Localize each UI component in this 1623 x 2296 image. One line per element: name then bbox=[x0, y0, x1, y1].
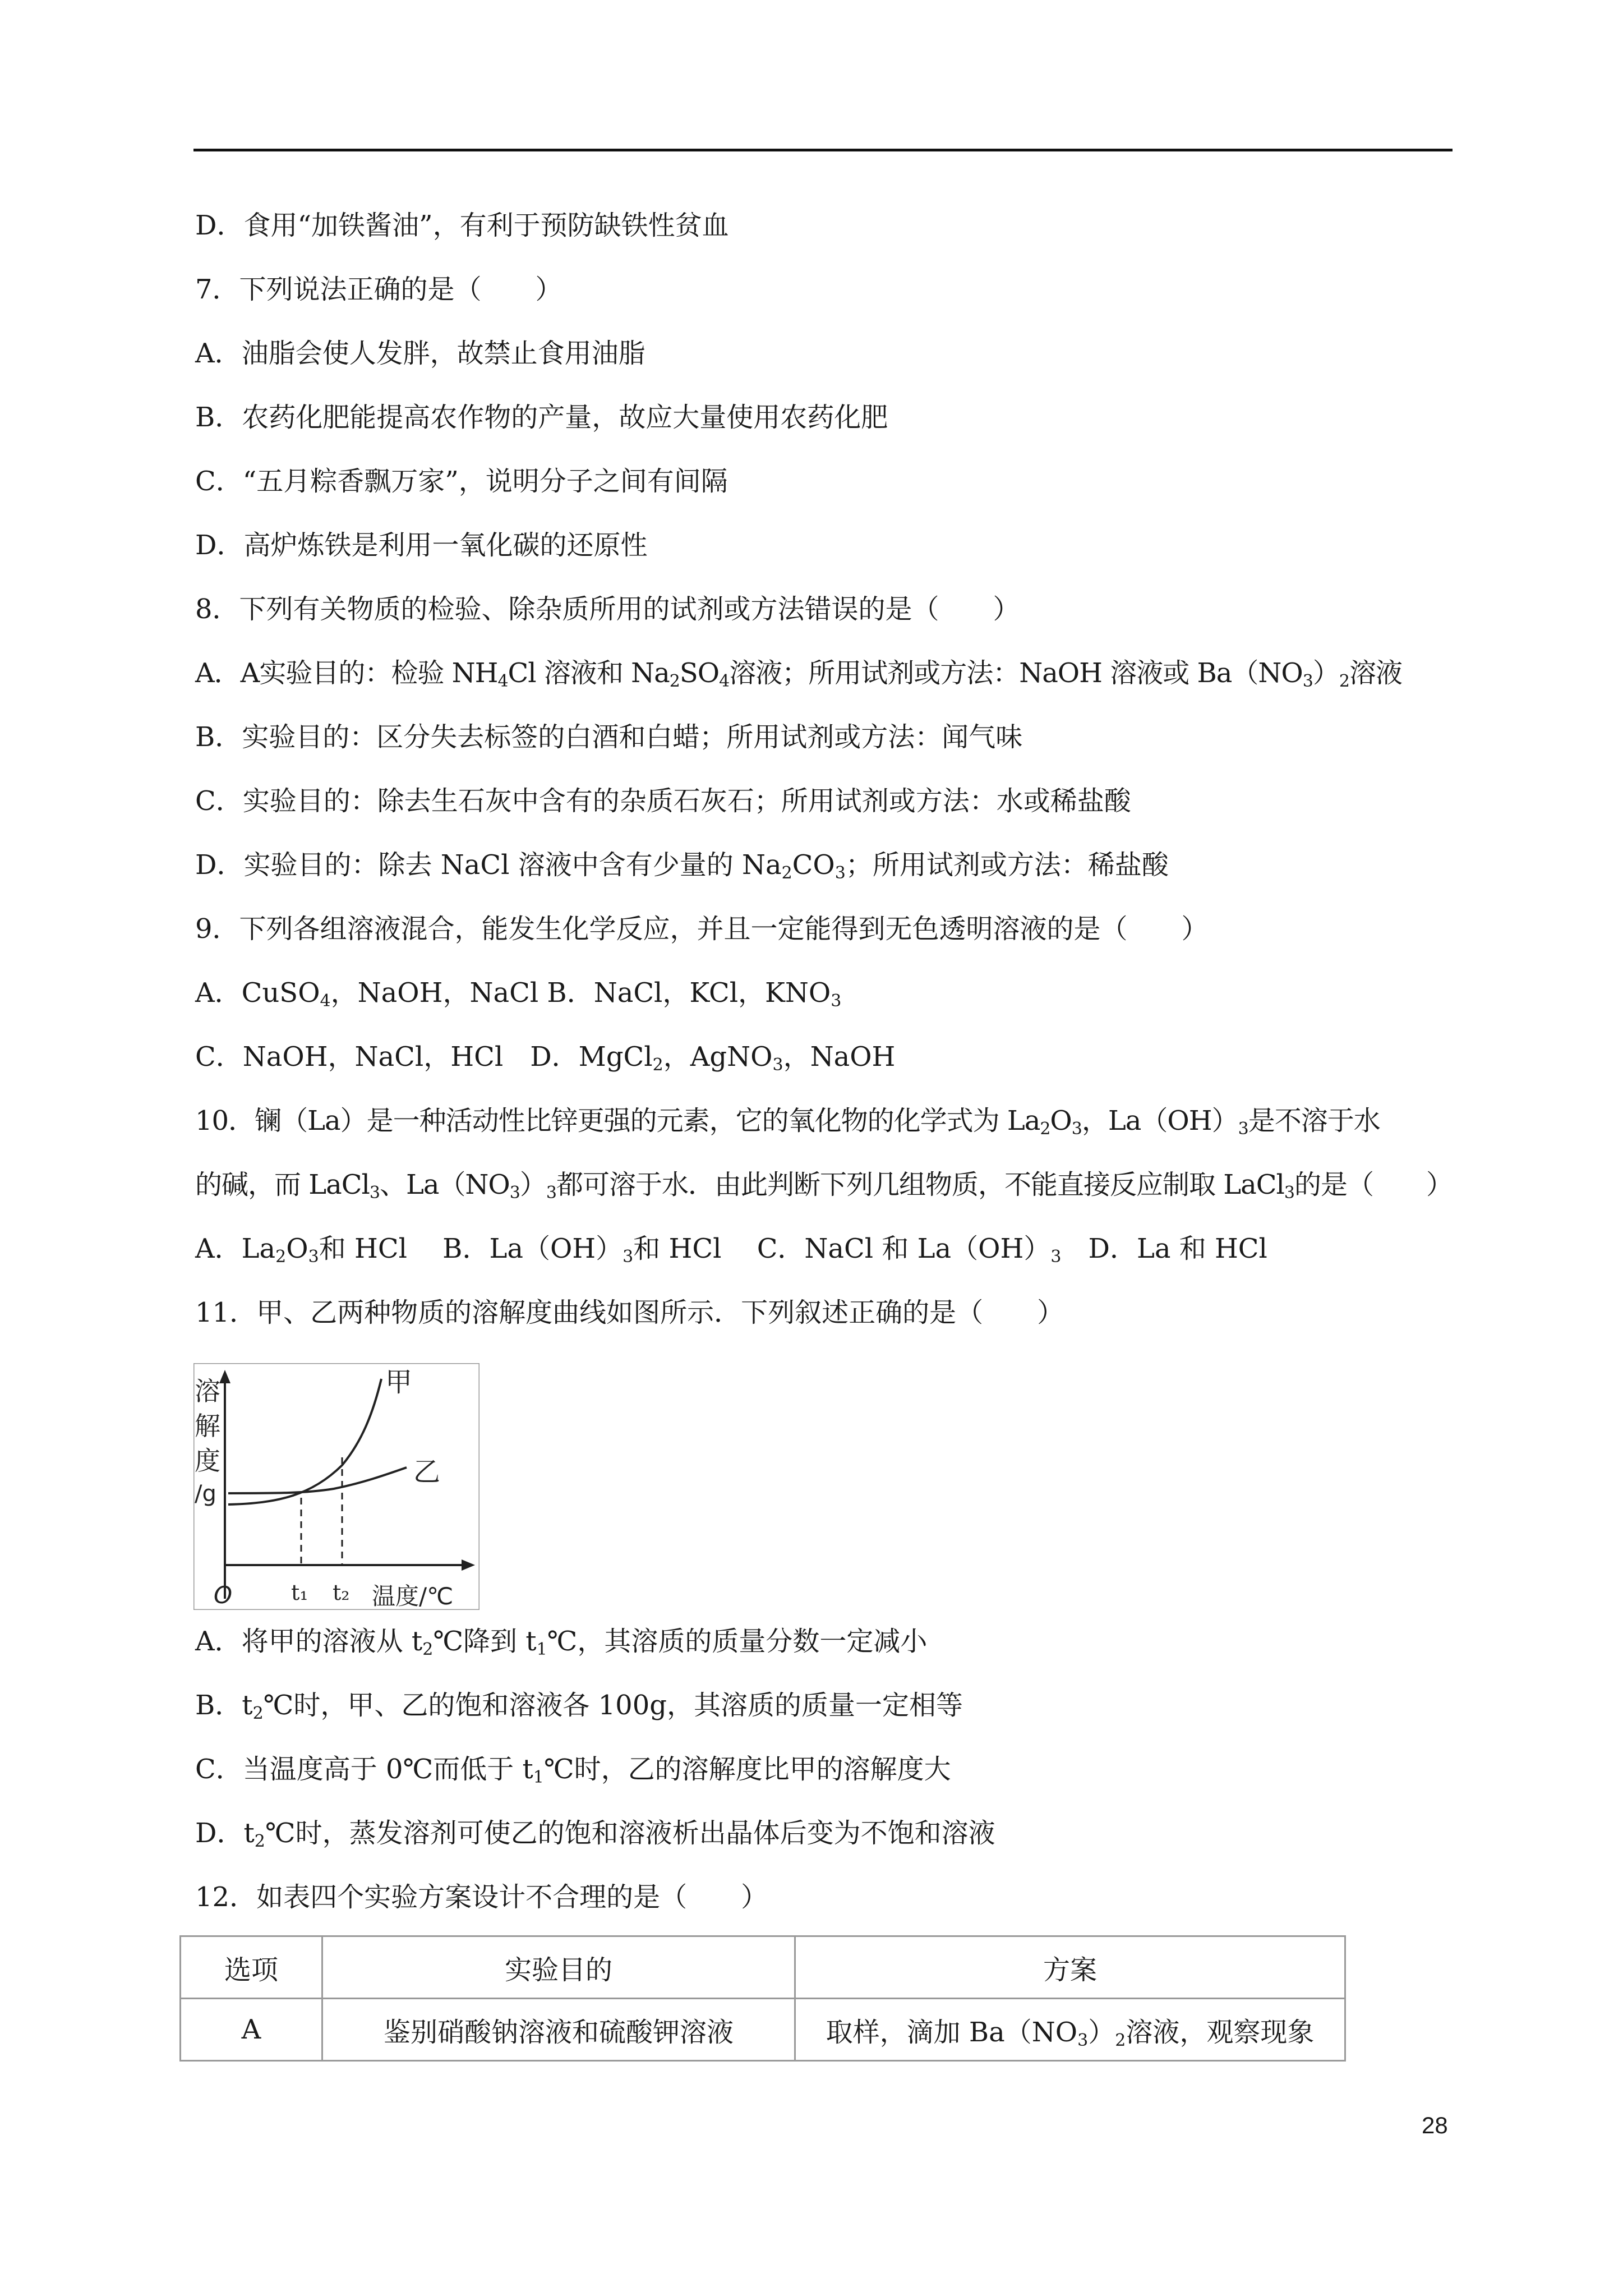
page-number: 28 bbox=[1422, 2112, 1448, 2138]
row-a-option: A bbox=[181, 1999, 322, 2061]
q8-option-c: C．实验目的：除去生石灰中含有的杂质石灰石；所用试剂或方法：水或稀盐酸 bbox=[195, 785, 1131, 817]
question-9: 9．下列各组溶液混合，能发生化学反应，并且一定能得到无色透明溶液的是（ ） bbox=[195, 913, 1209, 945]
q8-option-d: D．实验目的：除去 NaCl 溶液中含有少量的 $Na_2CO_3$；所用试剂或方法：稀盐酸 bbox=[195, 849, 1169, 883]
q7-option-b: B．农药化肥能提高农作物的产量，故应大量使用农药化肥 bbox=[195, 402, 888, 433]
q7-option-d: D．高炉炼铁是利用一氧化碳的还原性 bbox=[195, 530, 648, 561]
question-12: 12．如表四个实验方案设计不合理的是（ ） bbox=[195, 1881, 768, 1913]
q7-option-a: A．油脂会使人发胖，故禁止食用油脂 bbox=[195, 338, 645, 369]
q11-option-c: C．当温度高于 0℃而低于 $t_1℃$时，乙的溶解度比甲的溶解度大 bbox=[195, 1754, 951, 1787]
y-label-1: 溶 bbox=[195, 1376, 220, 1406]
question-10-line2: 的碱，而 LaCl$_3$、$La(NO_3)_3$都可溶于水．由此判断下列几组物质，不能直接反应制取 LaCl$_3$的是（ ） bbox=[195, 1169, 1453, 1203]
q8-option-b: B．实验目的：区分失去标签的白酒和白蜡；所用试剂或方法：闻气味 bbox=[195, 721, 1023, 753]
q11-option-d: D．$t_2℃$时，蒸发溶剂可使乙的饱和溶液析出晶体后变为不饱和溶液 bbox=[195, 1818, 995, 1851]
q9-options-cd: C．NaOH，NaCl，HCl D．MgCl$_2$，AgNO$_3$，NaOH bbox=[195, 1041, 896, 1075]
table-header-row bbox=[181, 1936, 1345, 1999]
q10-options: A．$La_2O_3$和 HCl B．$La(OH)_3$和 HCl C．NaCl 和 $La(OH)_3$ D．La 和 HCl bbox=[195, 1233, 1267, 1267]
solubility-curve-figure bbox=[193, 1363, 479, 1610]
question-7: 7．下列说法正确的是（ ） bbox=[195, 274, 562, 305]
origin-label: O bbox=[214, 1581, 233, 1609]
q11-option-a: A．将甲的溶液从 $t_2℃$降到 $t_1℃$，其溶质的质量分数一定减小 bbox=[195, 1626, 928, 1659]
q9-options-ab: A．CuSO$_4$，NaOH，NaCl B．NaCl，KCl，$KNO_3$ bbox=[195, 977, 842, 1011]
table-row bbox=[181, 1999, 1345, 2061]
q11-option-b: B．$t_2℃$时，甲、乙的饱和溶液各 100g，其溶质的质量一定相等 bbox=[195, 1690, 963, 1723]
question-8: 8．下列有关物质的检验、除杂质所用的试剂或方法错误的是（ ） bbox=[195, 593, 1020, 625]
y-label-2: 解 bbox=[195, 1411, 220, 1441]
header-plan: 方案 bbox=[795, 1936, 1345, 1999]
curve-label-yi: 乙 bbox=[413, 1456, 441, 1488]
curve-label-jia: 甲 bbox=[385, 1366, 413, 1398]
row-a-plan: 取样，滴加 $Ba(NO_3)_2$溶液，观察现象 bbox=[795, 1999, 1345, 2061]
y-label-unit: /g bbox=[195, 1481, 216, 1507]
q8-option-a: A．A实验目的：检验 $NH_4Cl$ 溶液和 $Na_2SO_4$溶液；所用试剂或方法：NaOH 溶液或 $Ba(NO_3)_2$溶液 bbox=[195, 657, 1402, 691]
q7-option-c: C．“五月粽香飘万家”，说明分子之间有间隔 bbox=[195, 466, 728, 497]
tick-label-t2: t₂ bbox=[333, 1580, 350, 1605]
header-option: 选项 bbox=[181, 1936, 322, 1999]
row-a-purpose: 鉴别硝酸钠溶液和硫酸钾溶液 bbox=[322, 1999, 795, 2061]
tick-label-t1: t₁ bbox=[291, 1580, 308, 1605]
header-purpose: 实验目的 bbox=[322, 1936, 795, 1999]
question-11: 11．甲、乙两种物质的溶解度曲线如图所示．下列叙述正确的是（ ） bbox=[195, 1297, 1064, 1328]
q6-option-d: D．食用“加铁酱油”，有利于预防缺铁性贫血 bbox=[195, 210, 729, 241]
question-10-line1: 10．镧（La）是一种活动性比锌更强的元素，它的氧化物的化学式为 $La_2O_3$，$La(OH)_3$是不溶于水 bbox=[195, 1105, 1380, 1139]
y-label-3: 度 bbox=[195, 1446, 220, 1476]
header-rule bbox=[193, 149, 1453, 151]
experiment-plan-table bbox=[179, 1935, 1346, 2062]
x-axis-label: 温度/℃ bbox=[372, 1582, 454, 1610]
